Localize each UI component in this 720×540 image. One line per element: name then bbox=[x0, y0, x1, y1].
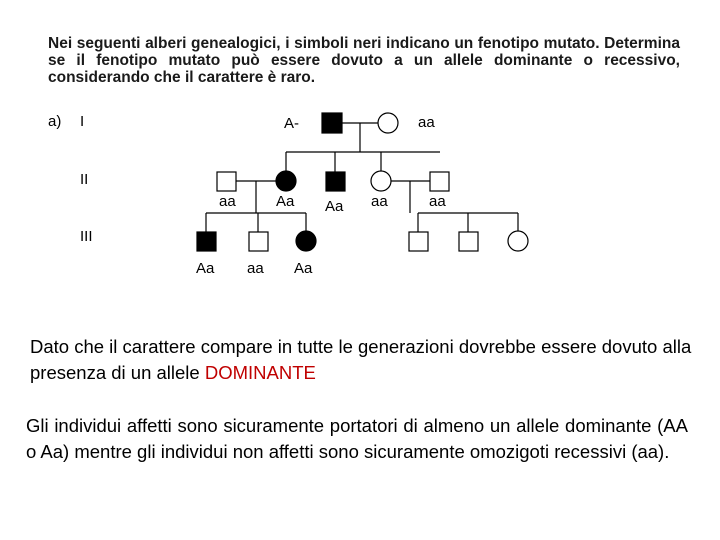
item-label: a) bbox=[48, 113, 62, 130]
problem-statement: Nei seguenti alberi genealogici, i simboli neri indicano un fenotipo mutato. Determina se il fenotipo mutato può essere dovuto a un allele dominante o recessivo, considerando che il carattere è raro. bbox=[48, 35, 680, 86]
g2-daughter-unaffected-female bbox=[371, 171, 391, 191]
g1-mother-genotype: aa bbox=[418, 114, 435, 131]
g3-son1-genotype: Aa bbox=[196, 260, 215, 277]
generation-label-1: I bbox=[80, 113, 85, 130]
g3-son1-affected-male bbox=[197, 232, 216, 251]
g3-son2-unaffected-male bbox=[249, 232, 268, 251]
g2-son-affected-male bbox=[326, 172, 345, 191]
pedigree-lines bbox=[206, 123, 518, 232]
g2-daughter-affected-female bbox=[276, 171, 296, 191]
conclusion-text bbox=[30, 334, 700, 386]
g3-daughter-affected-female bbox=[296, 231, 316, 251]
g2-daughter2-genotype: aa bbox=[371, 193, 388, 210]
g3-right-son1-unaffected-male bbox=[409, 232, 428, 251]
g1-father-genotype: A- bbox=[284, 115, 299, 132]
g3-daughter-genotype: Aa bbox=[294, 260, 313, 277]
generation-label-2: II bbox=[80, 171, 89, 188]
g2-daughter-genotype: Aa bbox=[276, 193, 295, 210]
conclusion-body: Dato che il carattere compare in tutte le generazioni dovrebbe essere dovuto alla presenza di un allele bbox=[30, 336, 692, 383]
g2-spouse2-unaffected-male bbox=[430, 172, 449, 191]
generation-label-3: III bbox=[80, 228, 93, 245]
explanation-text: Gli individui affetti sono sicuramente portatori di almeno un allele dominante (AA o Aa) mentre gli individui non affetti sono sicuramente omozigoti recessivi (aa). bbox=[26, 415, 688, 462]
g2-spouse-genotype: aa bbox=[219, 193, 236, 210]
g2-son-genotype: Aa bbox=[325, 198, 344, 215]
g2-spouse-unaffected-male bbox=[217, 172, 236, 191]
g1-mother-unaffected-female bbox=[378, 113, 398, 133]
g3-right-daughter-unaffected-female bbox=[508, 231, 528, 251]
g3-right-son2-unaffected-male bbox=[459, 232, 478, 251]
g3-son2-genotype: aa bbox=[247, 260, 264, 277]
g1-father-affected-male bbox=[322, 113, 342, 133]
g2-spouse2-genotype: aa bbox=[429, 193, 446, 210]
dominant-highlight: DOMINANTE bbox=[204, 362, 316, 383]
